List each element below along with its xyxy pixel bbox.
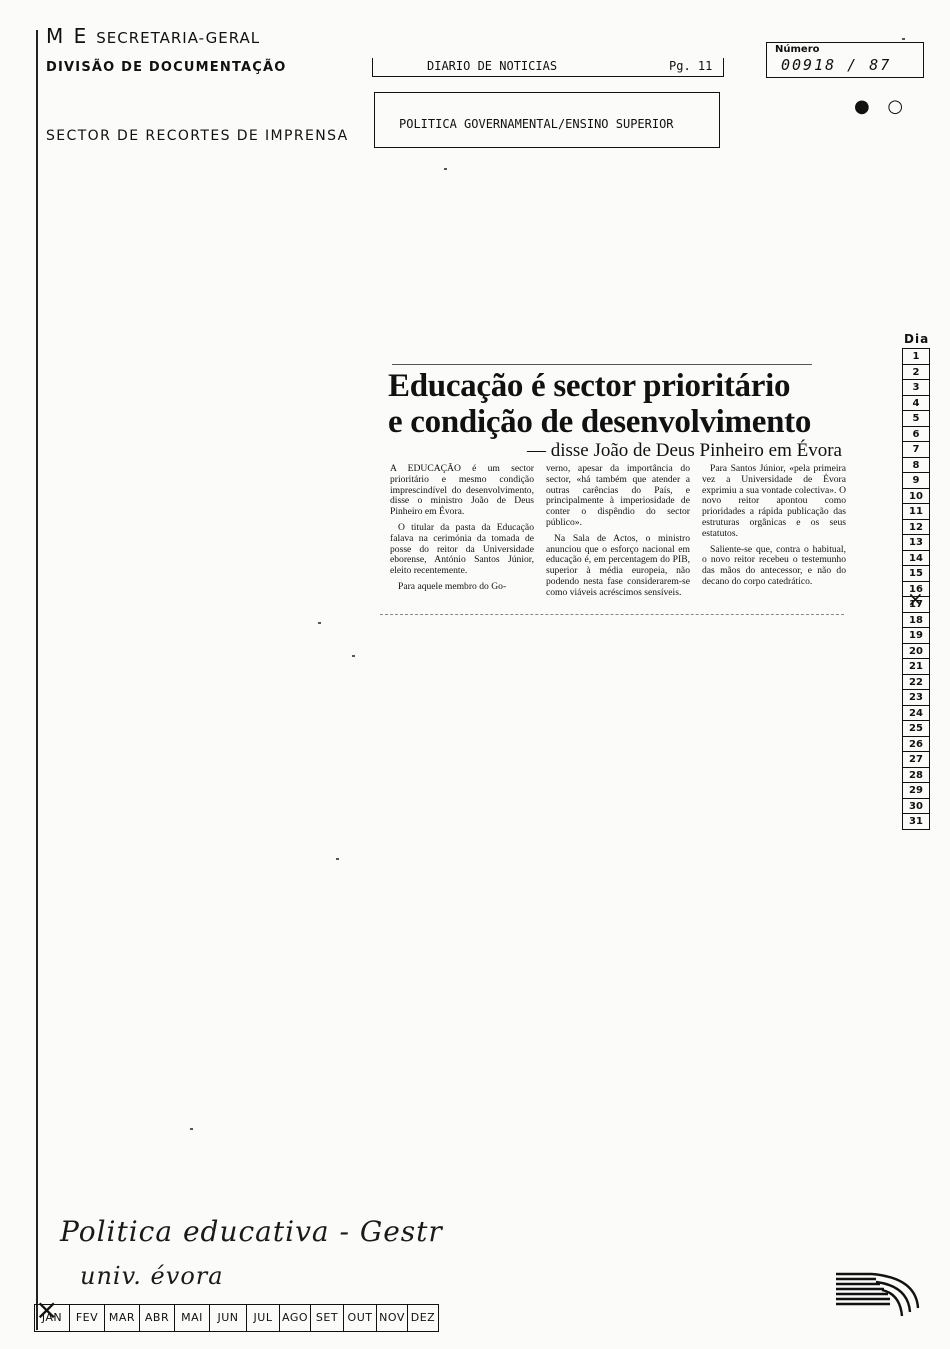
division-name: DIVISÃO DE DOCUMENTAÇÃO [46, 60, 287, 75]
subject-text: POLITICA GOVERNAMENTAL/ENSINO SUPERIOR [399, 117, 674, 131]
article-column-3 [702, 464, 846, 593]
day-cell: 19 [902, 627, 930, 643]
day-cell: 13 [902, 534, 930, 550]
newspaper-clipping [378, 360, 846, 618]
scan-speck [190, 1128, 193, 1130]
day-cell: 24 [902, 705, 930, 721]
day-cell: 25 [902, 720, 930, 736]
month-cell: SET [310, 1305, 343, 1331]
record-number-value: 00918 / 87 [781, 56, 892, 74]
day-cell: 9 [902, 472, 930, 488]
article-column-1 [390, 464, 534, 598]
month-cell: MAI [174, 1305, 209, 1331]
day-cell: 11 [902, 503, 930, 519]
day-cell: 6 [902, 426, 930, 442]
day-cell: 2 [902, 364, 930, 380]
day-cell: 28 [902, 767, 930, 783]
day-cell: 31 [902, 813, 930, 830]
day-cell: 23 [902, 689, 930, 705]
month-cell: JUN [209, 1305, 246, 1331]
organization-line [46, 24, 260, 48]
handwritten-note [60, 1210, 480, 1298]
month-strip [34, 1304, 439, 1332]
day-cell: 18 [902, 612, 930, 628]
day-cell: 5 [902, 410, 930, 426]
month-cell: FEV [69, 1305, 104, 1331]
day-cell: 14 [902, 550, 930, 566]
day-label: Dia [904, 332, 930, 346]
day-cell: 22 [902, 674, 930, 690]
org-name: SECRETARIA-GERAL [96, 29, 261, 47]
day-cell: 21 [902, 658, 930, 674]
scan-speck [318, 622, 321, 624]
paragraph: Para Santos Júnior, «pela primeira vez a Universidade de Évora exprimiu a sua vontade colectiva». O novo reitor apontou como prioridades a rápida publicação das estruturas orgânicas e os seus estatutos. [702, 463, 846, 539]
sector-name: SECTOR DE RECORTES DE IMPRENSA [46, 128, 349, 144]
day-cell: 17 × [902, 596, 930, 612]
punch-dots-icon: ● ○ [854, 96, 910, 117]
article-column-2 [546, 464, 690, 604]
day-cell: 12 [902, 519, 930, 535]
scan-speck [336, 858, 339, 860]
archive-logo-icon [832, 1268, 922, 1334]
clipping-top-rule [392, 364, 812, 365]
month-cell: OUT [343, 1305, 376, 1331]
month-cell: JAN × [34, 1305, 69, 1331]
headline-line-1: Educação é sector prioritário [388, 368, 791, 404]
source-line [372, 58, 724, 77]
record-number-box [766, 42, 924, 78]
month-cell: JUL [246, 1305, 279, 1331]
scan-speck [444, 168, 447, 170]
day-cell: 26 [902, 736, 930, 752]
note-line-1: Politica educativa - Gestr [60, 1215, 443, 1248]
month-cell: ABR [139, 1305, 174, 1331]
paragraph: A EDUCAÇÃO é um sector prioritário e mesmo condição imprescindível do desenvolvimento, disse o ministro João de Deus Pinheiro em Évora. [390, 463, 534, 518]
day-grid [902, 348, 930, 830]
day-cell: 7 [902, 441, 930, 457]
subject-box [374, 92, 720, 148]
scan-speck [902, 38, 905, 40]
article-subhead: — disse João de Deus Pinheiro em Évora [526, 440, 842, 461]
clipping-bottom-rule [380, 614, 844, 615]
paragraph: O titular da pasta da Educação falava na cerimónia da tomada de posse do reitor da Universidade eborense, António Santos Júnior, eleito recentemente. [390, 521, 534, 577]
month-cell: DEZ [407, 1305, 439, 1331]
day-cell: 20 [902, 643, 930, 659]
left-margin-rule [36, 30, 38, 1330]
scan-speck [352, 655, 355, 657]
headline-line-2: e condição de desenvolvimento [388, 404, 812, 440]
record-number-label: Número [775, 44, 820, 55]
day-cell: 10 [902, 488, 930, 504]
day-cell: 27 [902, 751, 930, 767]
paragraph: Saliente-se que, contra o habitual, o novo reitor recebeu o testemunho das mãos do antecessor, e não do decano do corpo catedrático. [702, 543, 846, 587]
paragraph: Para aquele membro do Go- [398, 580, 507, 592]
day-cell: 15 [902, 565, 930, 581]
day-cell: 30 [902, 798, 930, 814]
org-prefix: M E [46, 24, 89, 48]
day-cell: 3 [902, 379, 930, 395]
paragraph: Na Sala de Actos, o ministro anunciou que o esforço nacional em educação é, em percentagem do PIB, superior à média europeia, não podendo nesta fase considerarem-se como viáveis acréscimos sensíveis. [546, 532, 690, 598]
note-line-2: univ. évora [80, 1262, 224, 1290]
month-cell: AGO [279, 1305, 310, 1331]
day-cell: 29 [902, 782, 930, 798]
page-number: Pg. 11 [669, 59, 713, 73]
newspaper-name: DIARIO DE NOTICIAS [427, 59, 558, 73]
paragraph: verno, apesar da importância do sector, «há também que atender a outras carências do País, e principalmente à imperiosidade de conter o dispêndio do sector público». [546, 463, 690, 528]
day-cell: 16 [902, 581, 930, 597]
day-cell: 4 [902, 395, 930, 411]
day-cell: 8 [902, 457, 930, 473]
day-cell: 1 [902, 348, 930, 364]
article-headline [388, 368, 848, 440]
month-cell: NOV [376, 1305, 407, 1331]
month-cell: MAR [104, 1305, 139, 1331]
